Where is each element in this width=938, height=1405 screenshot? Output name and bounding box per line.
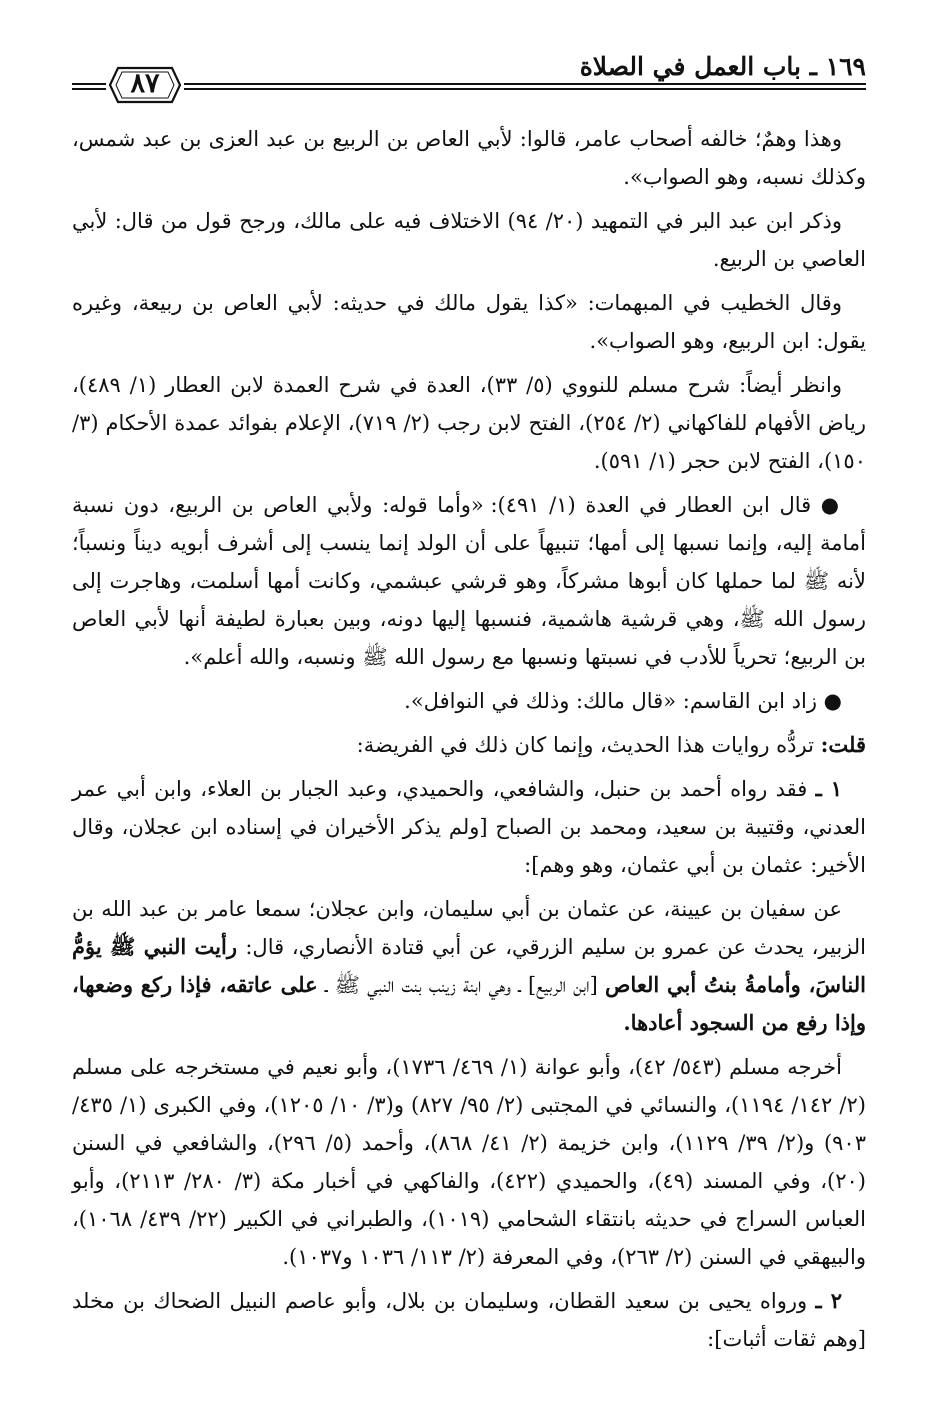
paragraph-lead: ١ ـ xyxy=(815,776,842,801)
page-body xyxy=(72,120,866,1364)
header-rule xyxy=(72,88,106,90)
paragraph-text: ● زاد ابن القاسم: «قال مالك: وذلك في النوافل». xyxy=(404,689,842,713)
paragraph-text: تردُّه روايات هذا الحديث، وإنما كان ذلك في الفريضة: xyxy=(356,733,821,757)
paragraph-text: أخرجه مسلم (٥٤٣/ ٤٢)، وأبو عوانة (١/ ٤٦٩/ ١٧٣٦)، وأبو نعيم في مستخرجه على مسلم (٢/ ١٤٢/ ١١٩٤)، والنسائي في المجتبى (٢/ ٩٥/ ٨٢٧) و(٣/ ١٠/ ١٢٠٥)، وفي الكبرى (١/ ٤٣٥/ ٩٠٣) و(٢/ ٣٩/ ١١٢٩)، وابن خزيمة (٢/ ٤١/ ٨٦٨)، وأحمد (٥/ ٢٩٦)، والشافعي في السنن (٢٠)، وفي المسند (٤٩)، والحميدي (٤٢٢)، والفاكهي في أخبار مكة (٣/ ٢٨٠/ ٢١١٣)، وأبو العباس السراج في حديثه بانتقاء الشحامي (١٠١٩)، والطبراني في الكبير (٢٢/ ٤٣٩/ ١٠٦٨)، والبيهقي في السنن (٢/ ٢٦٣)، وفي المعرفة (٢/ ١١٣/ ١٠٣٦ و١٠٣٧). xyxy=(72,1055,866,1269)
paragraph-lead: قلت: xyxy=(820,732,866,757)
paragraph-text: ● قال ابن العطار في العدة (١/ ٤٩١): «وأما قوله: ولأبي العاص بن الربيع، دون نسبة أمامة إليه، وإنما نسبها إلى أمها؛ تنبيهاً على أن الولد إنما ينسب إلى أشرف أبويه ديناً ونسباً؛ لأنه ﷺ لما حملها كان أبوها مشركاً، وهو قرشي عبشمي، وكانت أمها أسلمت، وهاجرت إلى رسول الله ﷺ، وهي قرشية هاشمية، فنسبها إليها دونه، وبين بعبارة لطيفة أنها لأبي العاص بن الربيع؛ تحرياً للأدب في نسبتها ونسبها مع رسول الله ﷺ ونسبه، والله أعلم». xyxy=(72,493,866,669)
paragraph-text: وانظر أيضاً: شرح مسلم للنووي (٥/ ٣٣)، العدة في شرح العمدة لابن العطار (١/ ٤٨٩)، رياض الأفهام للفاكهاني (٢/ ٢٥٤)، الفتح لابن رجب (٢/ ٧١٩)، الإعلام بفوائد عمدة الأحكام (٣/ ١٥٠)، الفتح لابن حجر (١/ ٥٩١). xyxy=(72,373,866,473)
paragraph xyxy=(72,366,866,480)
paragraph xyxy=(72,770,866,884)
paragraph xyxy=(72,890,866,1042)
paragraph xyxy=(72,284,866,360)
hadith-text: رأيت النبي ﷺ يؤمُّ الناسَ، وأمامةُ بنتُ أبي العاص xyxy=(72,934,866,997)
page-number: ٨٧ xyxy=(130,68,160,99)
paragraph-text: [ابن الربيع] ـ وهي ابنة زينب بنت النبي ﷺ ـ xyxy=(317,973,606,997)
paragraph xyxy=(72,202,866,278)
header-rule xyxy=(72,83,106,85)
page-header xyxy=(72,52,866,102)
running-title: ١٦٩ ـ باب العمل في الصلاة xyxy=(579,52,866,81)
paragraph xyxy=(72,726,866,764)
hadith-text: على عاتقه، فإذا ركع وضعها، وإذا رفع من السجود أعادها. xyxy=(72,972,866,1035)
paragraph xyxy=(72,120,866,196)
paragraph xyxy=(72,1282,866,1358)
paragraph-lead: ٢ ـ xyxy=(815,1288,842,1313)
header-rule xyxy=(184,88,866,90)
paragraph-text: عن سفيان بن عيينة، عن عثمان بن أبي سليمان، وابن عجلان؛ سمعا عامر بن عبد الله بن الزبير، يحدث عن عمرو بن سليم الزرقي، عن أبي قتادة الأنصاري، قال: xyxy=(72,897,866,959)
paragraph-text: وقال الخطيب في المبهمات: «كذا يقول مالك في حديثه: لأبي العاص بن ربيعة، وغيره يقول: ابن الربيع، وهو الصواب». xyxy=(72,291,866,353)
paragraph xyxy=(72,1048,866,1276)
header-rule xyxy=(184,83,866,85)
paragraph-text: ورواه يحيى بن سعيد القطان، وسليمان بن بلال، وأبو عاصم النبيل الضحاك بن مخلد [وهم ثقات أثبات]: xyxy=(72,1289,866,1351)
paragraph xyxy=(72,486,866,676)
paragraph-text: وهذا وهمٌ؛ خالفه أصحاب عامر، قالوا: لأبي العاص بن الربيع بن عبد العزى بن عبد شمس، وكذلك نسبه، وهو الصواب». xyxy=(72,127,866,189)
paragraph-text: وذكر ابن عبد البر في التمهيد (٢٠/ ٩٤) الاختلاف فيه على مالك، ورجح قول من قال: لأبي العاصي بن الربيع. xyxy=(72,209,866,271)
paragraph-text: فقد رواه أحمد بن حنبل، والشافعي، والحميدي، وعبد الجبار بن العلاء، وابن أبي عمر العدني، وقتيبة بن سعيد، ومحمد بن الصباح [ولم يذكر الأخيران في إسناده ابن عجلان، وقال الأخير: عثمان بن أبي عثمان، وهو وهم]: xyxy=(72,777,867,877)
page-number-badge xyxy=(108,64,182,106)
paragraph xyxy=(72,682,866,720)
